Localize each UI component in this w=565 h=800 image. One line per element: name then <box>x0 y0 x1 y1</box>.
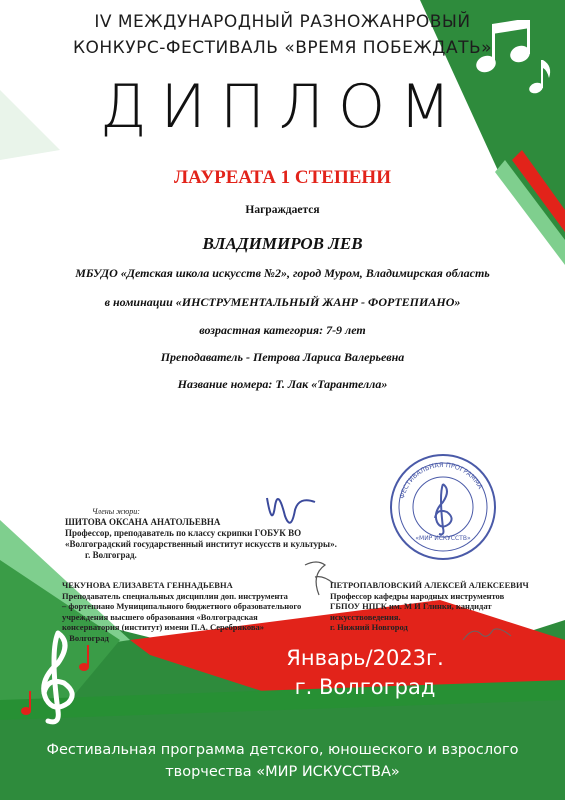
stamp-arc-text: ФЕСТИВАЛЬНАЯ ПРОГРАММА <box>397 460 485 500</box>
institution-text: МБУДО «Детская школа искусств №2», город Муром, Владимирская область <box>75 266 490 280</box>
jury-member-1-line3: г. Волгоград. <box>85 550 137 560</box>
header-line-1: IV МЕЖДУНАРОДНЫЙ РАЗНОЖАНРОВЫЙ <box>94 12 471 32</box>
jury-member-2-line1: Преподаватель специальных дисциплин доп. инструмента <box>62 590 288 601</box>
jury-member-3-line3: искусствоведения. <box>330 611 401 622</box>
jury-member-3-line2: ГБПОУ НПГК им. М И Глинки, кандидат <box>330 601 492 611</box>
footer-line-1: Фестивальная программа детского, юношеского и взрослого <box>46 742 519 758</box>
date-city: г. Волгоград <box>294 675 436 699</box>
awarded-label: Награждается <box>245 204 320 216</box>
jury-member-2-line2: – фортепиано Муниципального бюджетного образовательного <box>62 601 302 611</box>
jury-member-1 <box>65 517 395 561</box>
treble-clef-icon <box>435 484 452 534</box>
jury-member-3-line1: Профессор кафедры народных инструментов <box>330 590 505 601</box>
jury-member-1-name: ШИТОВА ОКСАНА АНАТОЛЬЕВНА <box>65 517 221 527</box>
jury-label <box>92 506 140 517</box>
jury-member-2-line3: учреждения высшего образования «Волгоградская <box>62 611 258 622</box>
jury-member-3 <box>330 580 550 633</box>
treble-clef-icon <box>18 625 98 735</box>
jury-member-1-line1: Профессор, преподаватель по классу скрипки ГОБУК ВО <box>65 528 302 538</box>
jury-member-3-name: ПЕТРОПАВЛОВСКИЙ АЛЕКСЕЙ АЛЕКСЕЕВИЧ <box>330 580 529 590</box>
diploma-title: ДИПЛОМ <box>99 72 466 142</box>
stamp-seal <box>388 452 498 562</box>
recipient-name: ВЛАДИМИРОВ ЛЕВ <box>202 234 363 253</box>
jury-member-2-name: ЧЕКУНОВА ЕЛИЗАВЕТА ГЕННАДЬЕВНА <box>62 580 233 590</box>
jury-member-2-line5: г. Волгоград <box>62 632 109 643</box>
piece-text: Название номера: Т. Лак «Тарантелла» <box>177 377 388 391</box>
laureate-degree: ЛАУРЕАТА 1 СТЕПЕНИ <box>173 167 391 188</box>
age-category-text: возрастная категория: 7-9 лет <box>199 323 366 337</box>
jury-member-1-line2: «Волгоградский государственный институт искусств и культуры». <box>65 539 337 549</box>
header-line-2: КОНКУРС-ФЕСТИВАЛЬ «ВРЕМЯ ПОБЕЖДАТЬ» <box>72 38 493 58</box>
stamp-inner-text: «МИР ИСКУССТВ» <box>415 535 471 542</box>
jury-member-2-line4: консерватория (институт) имени П.А. Серебрякова» <box>62 622 265 632</box>
footer-line-2: творчества «МИР ИСКУССТВА» <box>165 764 400 780</box>
teacher-text: Преподаватель - Петрова Лариса Валерьевна <box>160 350 405 364</box>
jury-member-2 <box>62 580 322 643</box>
jury-label-text: Члены жюри: <box>92 507 140 516</box>
nomination-text: в номинации «ИНСТРУМЕНТАЛЬНЫЙ ЖАНР - ФОРТЕПИАНО» <box>104 295 461 309</box>
jury-member-3-line4: г. Нижний Новгород <box>330 622 408 632</box>
date-month-year: Январь/2023г. <box>286 646 444 670</box>
